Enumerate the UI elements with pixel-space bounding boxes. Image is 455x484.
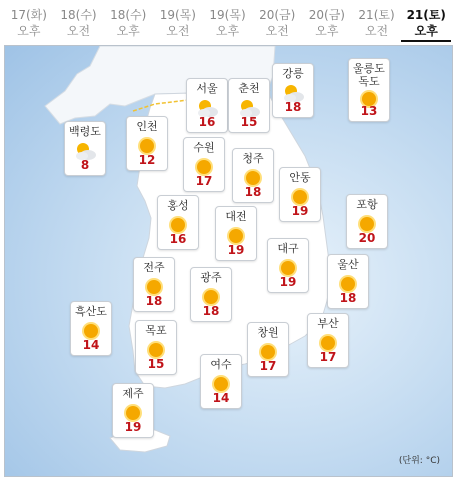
tab-period: 오전	[66, 24, 91, 38]
city-card-mokpo[interactable]	[135, 320, 177, 375]
city-temp: 14	[82, 338, 100, 352]
tab-date: 21(토)	[406, 8, 446, 22]
city-name: 목포	[145, 324, 167, 337]
tab-date: 19(목)	[209, 8, 246, 22]
city-temp: 20	[358, 231, 376, 245]
city-temp: 16	[198, 115, 216, 129]
city-name: 창원	[257, 326, 279, 339]
city-name: 제주	[122, 387, 144, 400]
city-temp: 19	[124, 420, 142, 434]
city-card-changwon[interactable]	[247, 322, 289, 377]
city-temp: 18	[145, 294, 163, 308]
tab-5[interactable]	[252, 4, 302, 42]
city-card-gwangju[interactable]	[190, 267, 232, 322]
city-temp: 13	[360, 104, 378, 118]
tab-2[interactable]	[103, 4, 153, 42]
tab-3[interactable]	[153, 4, 203, 42]
tab-period: 오후	[17, 24, 41, 38]
unit-label: (단위: °C)	[398, 456, 440, 466]
city-card-incheon[interactable]	[126, 116, 168, 171]
city-card-jeonju[interactable]	[133, 257, 175, 312]
city-card-busan[interactable]	[307, 313, 349, 368]
city-temp: 19	[291, 204, 309, 218]
city-temp: 18	[202, 304, 220, 318]
tab-8[interactable]	[401, 4, 451, 42]
tab-period: 오전	[265, 24, 289, 38]
city-name: 흑산도	[75, 305, 107, 318]
city-temp: 15	[147, 357, 165, 371]
city-card-yeosu[interactable]	[200, 354, 242, 409]
city-temp: 12	[138, 153, 156, 167]
tab-date: 17(화)	[10, 8, 47, 22]
city-card-gangneung[interactable]	[272, 63, 314, 118]
city-temp: 17	[259, 359, 277, 373]
city-card-daejeon[interactable]	[215, 206, 257, 261]
city-card-chuncheon[interactable]	[228, 78, 270, 133]
tab-period: 오후	[215, 24, 240, 38]
city-card-ulleungdo[interactable]	[348, 58, 390, 122]
city-temp: 18	[339, 291, 357, 305]
tab-date: 18(수)	[60, 8, 97, 22]
city-name: 울릉도 독도	[353, 62, 385, 88]
tab-date: 21(토)	[358, 8, 395, 22]
tab-period: 오전	[364, 24, 389, 38]
city-name: 울산	[337, 258, 359, 271]
tab-date: 18(수)	[110, 8, 147, 22]
city-name: 전주	[143, 261, 165, 274]
city-name: 대전	[225, 210, 247, 223]
city-name: 강릉	[282, 67, 304, 80]
city-name: 부산	[317, 317, 339, 330]
city-name: 광주	[200, 271, 222, 284]
city-card-cheongju[interactable]	[232, 148, 274, 203]
city-temp: 15	[240, 115, 258, 129]
city-name: 춘천	[238, 82, 260, 95]
city-name: 수원	[193, 141, 215, 154]
city-name: 홍성	[167, 199, 189, 212]
forecast-time-tabs	[4, 4, 451, 42]
city-name: 포항	[356, 198, 378, 211]
city-card-daegu[interactable]	[267, 238, 309, 293]
tab-0[interactable]	[4, 4, 54, 42]
city-temp: 14	[212, 391, 230, 405]
city-name: 인천	[136, 120, 158, 133]
city-name: 백령도	[69, 125, 101, 138]
city-card-heuksando[interactable]	[70, 301, 112, 356]
tab-1[interactable]	[54, 4, 104, 42]
city-name: 서울	[196, 82, 218, 95]
city-name: 여수	[210, 358, 232, 371]
tab-date: 19(목)	[159, 8, 196, 22]
city-card-ulsan[interactable]	[327, 254, 369, 309]
city-temp: 18	[284, 100, 302, 114]
city-card-baengnyeongdo[interactable]	[64, 121, 106, 176]
tab-4[interactable]	[203, 4, 253, 42]
city-card-andong[interactable]	[279, 167, 321, 222]
tab-period: 오후	[116, 24, 140, 38]
city-temp: 8	[80, 158, 90, 172]
city-card-pohang[interactable]	[346, 194, 388, 249]
tab-date: 20(금)	[308, 8, 345, 22]
city-temp: 19	[279, 275, 297, 289]
tab-date: 20(금)	[259, 8, 296, 22]
city-temp: 19	[227, 243, 245, 257]
tab-6[interactable]	[302, 4, 352, 42]
city-temp: 17	[319, 350, 337, 364]
tab-period: 오후	[315, 24, 339, 38]
city-card-suwon[interactable]	[183, 137, 225, 192]
city-name: 청주	[242, 152, 264, 165]
city-card-seoul[interactable]	[186, 78, 228, 133]
city-name: 대구	[277, 242, 299, 255]
city-temp: 18	[244, 185, 262, 199]
city-temp: 16	[169, 232, 187, 246]
tab-period: 오전	[166, 24, 190, 38]
tab-7[interactable]	[352, 4, 402, 42]
city-card-jeju[interactable]	[112, 383, 154, 438]
tab-period: 오후	[401, 23, 451, 42]
city-temp: 17	[195, 174, 213, 188]
city-name: 안동	[289, 171, 311, 184]
city-card-hongseong[interactable]	[157, 195, 199, 250]
weather-map	[4, 45, 453, 477]
